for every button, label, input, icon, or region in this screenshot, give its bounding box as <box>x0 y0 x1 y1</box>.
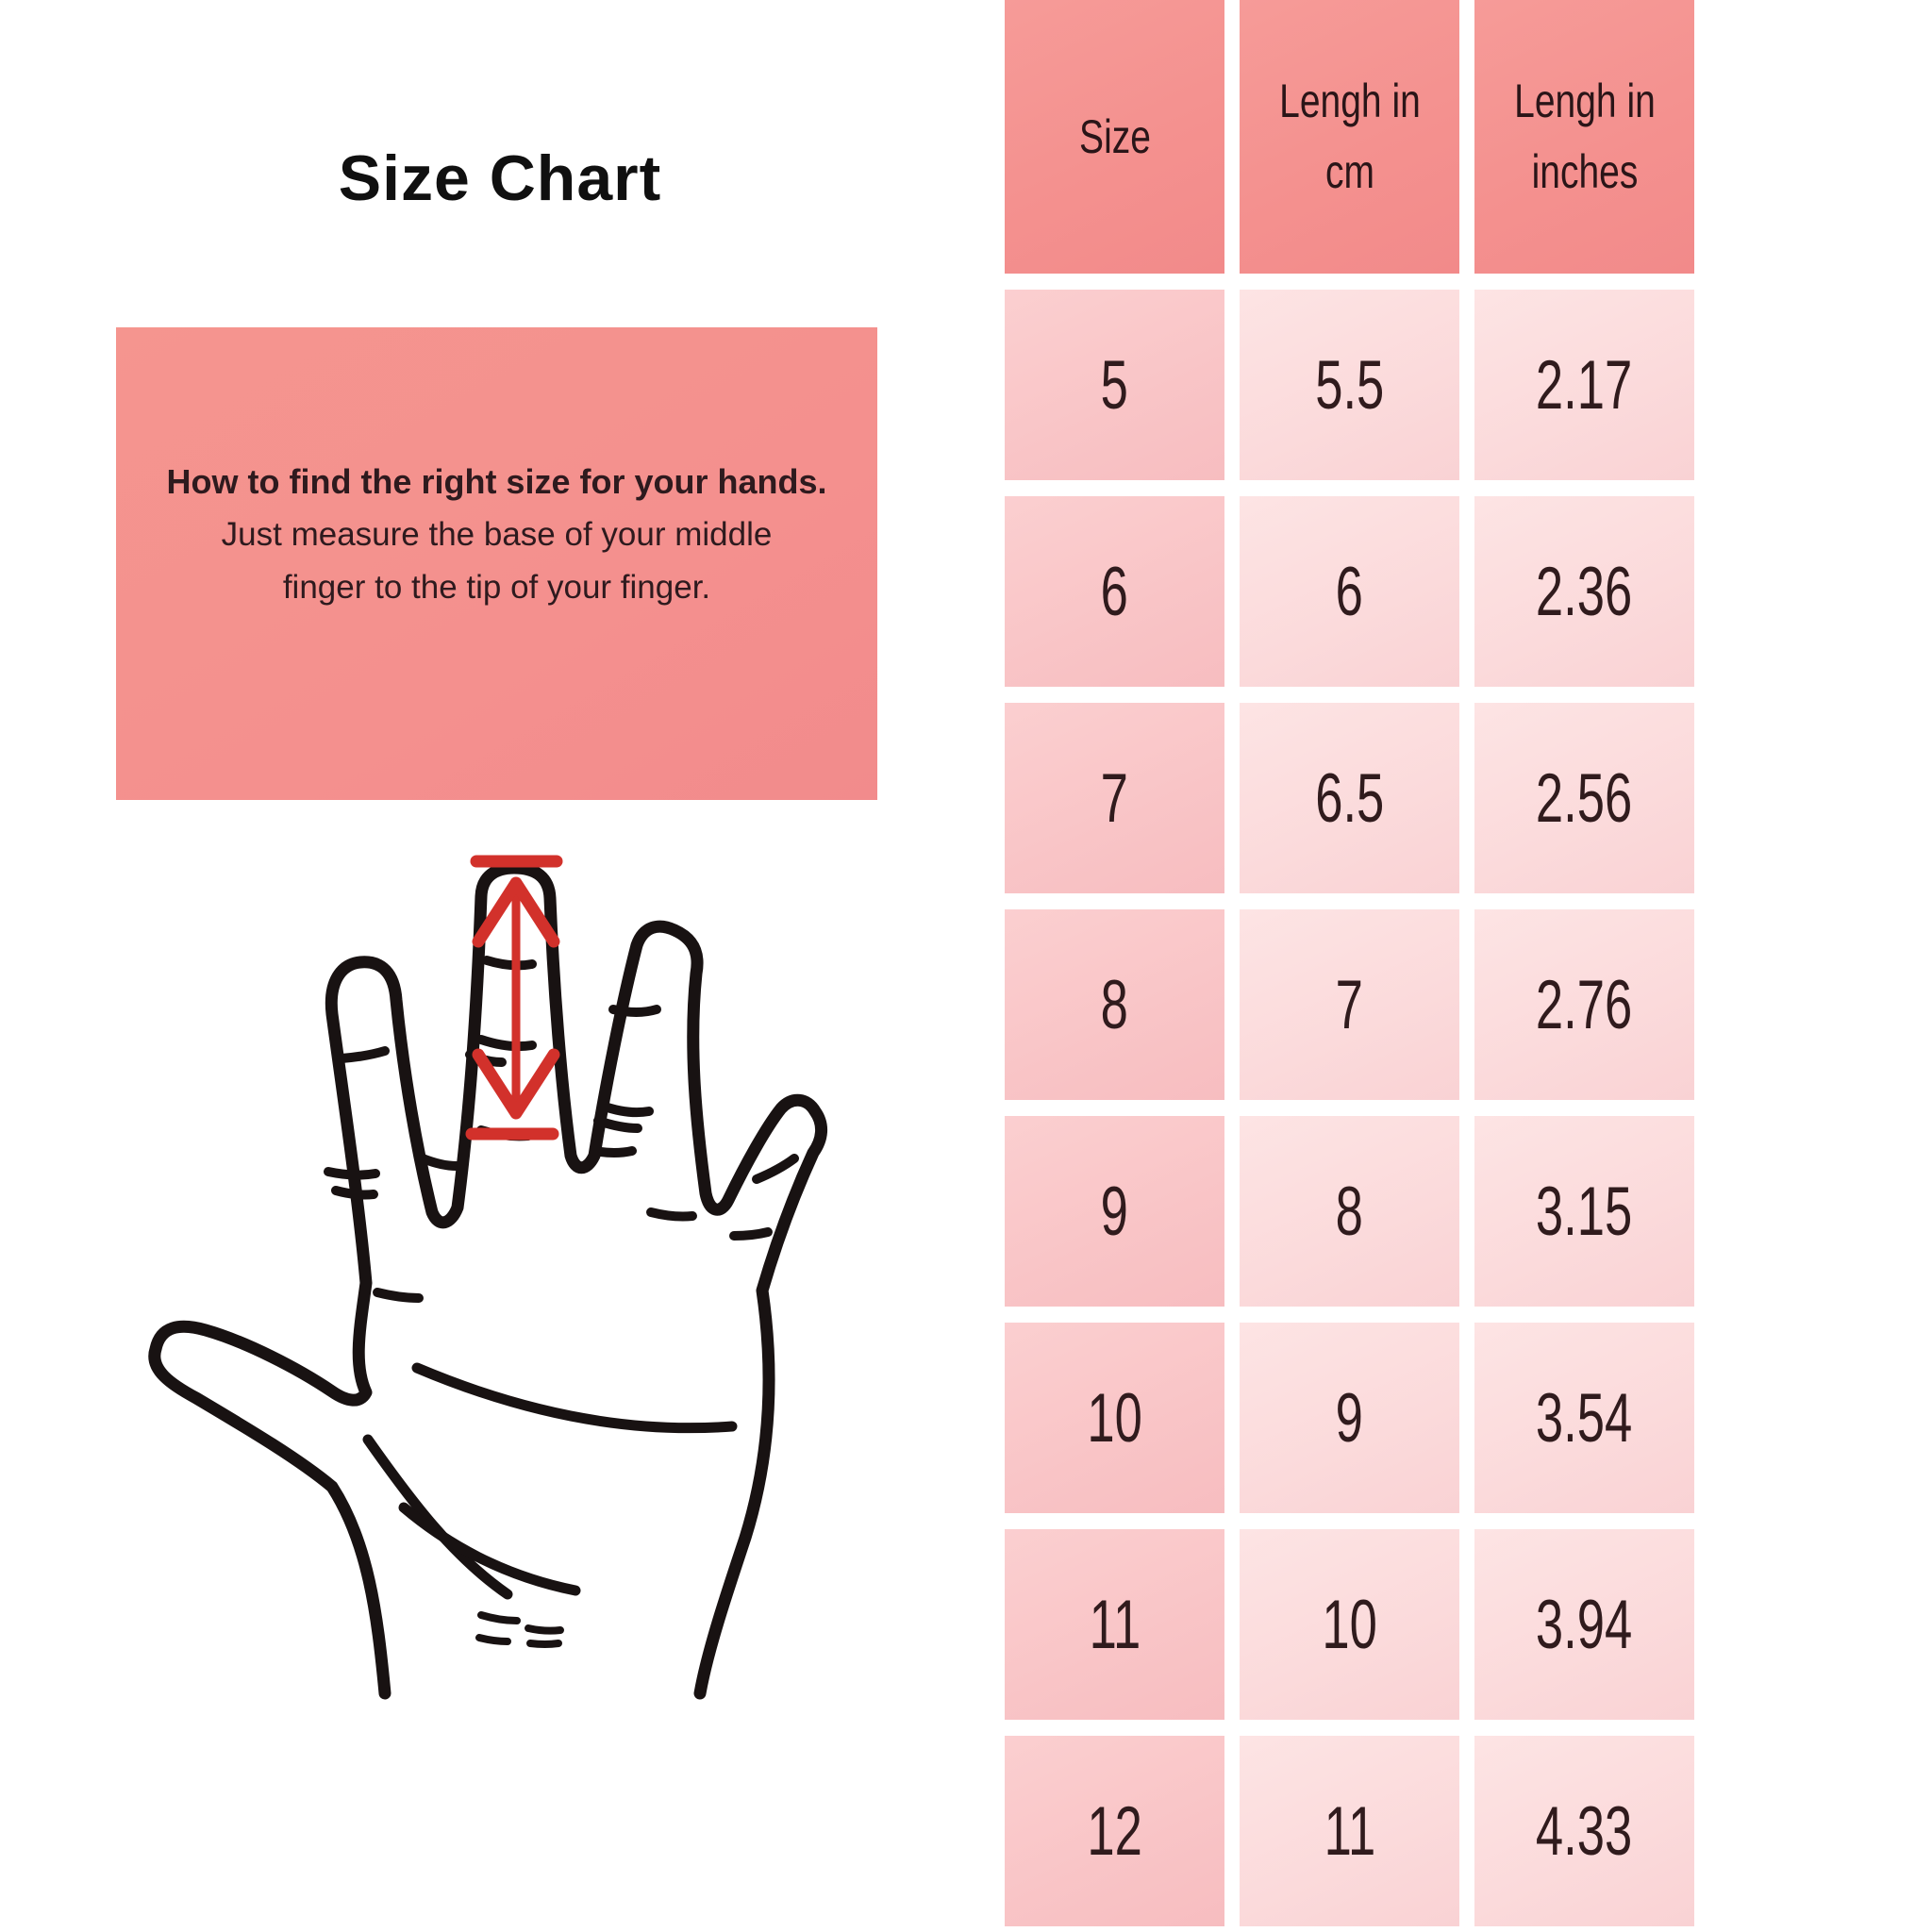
inches-cell-row8 <box>1474 1736 1694 1926</box>
cell-value: 5.5 <box>1314 346 1385 424</box>
inches-cell-row2 <box>1474 496 1694 687</box>
cell-value: 7 <box>1100 759 1129 837</box>
cell-value: 2.17 <box>1536 346 1633 424</box>
size-cell-row4 <box>1005 909 1224 1100</box>
cell-value: 3.94 <box>1536 1586 1633 1663</box>
size-cell-row5 <box>1005 1116 1224 1307</box>
table-header-cell-inches <box>1474 0 1694 274</box>
cell-value: 8 <box>1335 1173 1364 1250</box>
instructions-heading: How to find the right size for your hands. <box>166 461 827 501</box>
cell-value: 8 <box>1100 966 1129 1043</box>
hand-measurement-illustration <box>85 840 840 1707</box>
cell-value: 3.54 <box>1536 1379 1633 1457</box>
cell-value: 7 <box>1335 966 1364 1043</box>
cm-cell-row7 <box>1240 1529 1459 1720</box>
instructions-line: Just measure the base of your middle <box>221 515 773 553</box>
header-label: Lengh in inches <box>1513 75 1656 198</box>
cell-value: 2.56 <box>1536 759 1633 837</box>
inches-cell-row3 <box>1474 703 1694 893</box>
table-header-cell-size <box>1005 0 1224 274</box>
instructions-box <box>116 327 877 800</box>
inches-cell-row6 <box>1474 1323 1694 1513</box>
inches-cell-row4 <box>1474 909 1694 1100</box>
cm-cell-row3 <box>1240 703 1459 893</box>
hand-drawing <box>85 840 840 1707</box>
cm-cell-row5 <box>1240 1116 1459 1307</box>
cm-cell-row2 <box>1240 496 1459 687</box>
size-cell-row6 <box>1005 1323 1224 1513</box>
page-title: Size Chart <box>338 142 662 214</box>
cell-value: 11 <box>1324 1792 1375 1870</box>
cm-cell-row6 <box>1240 1323 1459 1513</box>
cell-value: 6.5 <box>1314 759 1385 837</box>
hand-outline <box>155 868 822 1693</box>
inches-cell-row7 <box>1474 1529 1694 1720</box>
cell-value: 5 <box>1100 346 1129 424</box>
header-label: Lengh in cm <box>1278 75 1421 198</box>
cell-value: 11 <box>1089 1586 1141 1663</box>
size-cell-row2 <box>1005 496 1224 687</box>
cell-value: 9 <box>1335 1379 1364 1457</box>
cell-value: 2.76 <box>1536 966 1633 1043</box>
cell-value: 6 <box>1335 553 1364 630</box>
table-header-cell-cm <box>1240 0 1459 274</box>
inches-cell-row1 <box>1474 290 1694 480</box>
instructions-line: finger to the tip of your finger. <box>282 568 711 606</box>
cell-value: 6 <box>1100 553 1129 630</box>
header-label: Size <box>1078 109 1151 163</box>
cm-cell-row4 <box>1240 909 1459 1100</box>
cell-value: 12 <box>1087 1792 1142 1870</box>
size-cell-row3 <box>1005 703 1224 893</box>
size-cell-row7 <box>1005 1529 1224 1720</box>
cell-value: 10 <box>1087 1379 1142 1457</box>
cell-value: 2.36 <box>1536 553 1633 630</box>
size-table <box>1005 0 1694 1926</box>
cm-cell-row1 <box>1240 290 1459 480</box>
inches-cell-row5 <box>1474 1116 1694 1307</box>
cm-cell-row8 <box>1240 1736 1459 1926</box>
cell-value: 3.15 <box>1536 1173 1633 1250</box>
cell-value: 10 <box>1322 1586 1377 1663</box>
size-cell-row8 <box>1005 1736 1224 1926</box>
cell-value: 4.33 <box>1536 1792 1633 1870</box>
cell-value: 9 <box>1100 1173 1129 1250</box>
size-cell-row1 <box>1005 290 1224 480</box>
